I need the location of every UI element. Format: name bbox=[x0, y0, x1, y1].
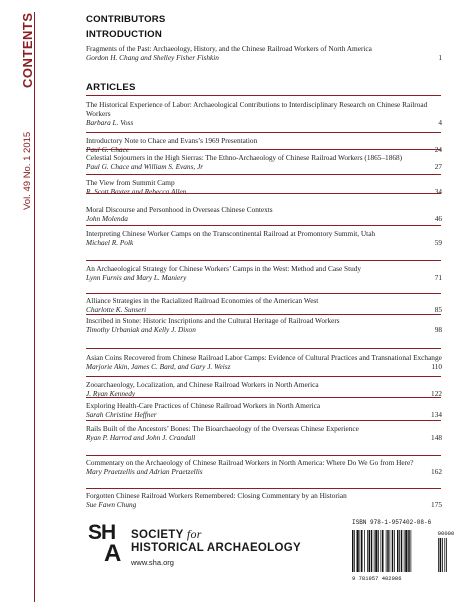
entry-divider bbox=[86, 95, 441, 96]
entry-divider bbox=[86, 225, 441, 226]
heading-introduction: INTRODUCTION bbox=[86, 29, 162, 40]
entry-authors: Michael R. Polk bbox=[86, 238, 134, 247]
article-entry[interactable] bbox=[86, 296, 446, 314]
entry-authors: Paul G. Chace and William S. Evans, Jr bbox=[86, 162, 204, 171]
entry-title: Rails Built of the Ancestors’ Bones: The Bioarchaeology of the Overseas Chinese Experience bbox=[86, 424, 359, 433]
entry-page: 98 bbox=[434, 325, 442, 334]
entry-title: The Historical Experience of Labor: Archaeological Contributions to Interdisciplinary Research on Chinese Railroad Workers bbox=[86, 100, 428, 118]
entry-title: Celestial Sojourners in the High Sierras: The Ethno-Archaeology of Chinese Railroad Workers (1865–1868) bbox=[86, 153, 403, 162]
entry-page: 46 bbox=[434, 214, 442, 223]
article-entry[interactable] bbox=[86, 100, 446, 127]
entry-divider bbox=[86, 314, 441, 315]
entry-divider bbox=[86, 348, 441, 349]
article-entry[interactable] bbox=[86, 401, 446, 419]
entry-page: 175 bbox=[431, 500, 442, 509]
entry-page: 4 bbox=[438, 118, 442, 127]
entry-authors: Marjorie Akin, James C. Bard, and Gary J. Weisz bbox=[86, 362, 231, 371]
entry-authors: Sarah Christine Heffner bbox=[86, 410, 157, 419]
barcode-image bbox=[350, 528, 455, 574]
entry-title: Interpreting Chinese Worker Camps on the Transcontinental Railroad at Promontory Summit, Utah bbox=[86, 229, 376, 238]
entry-page: 71 bbox=[434, 273, 442, 282]
barcode-digits: 9 781957 402086 bbox=[352, 575, 402, 582]
entry-title: Forgotten Chinese Railroad Workers Remembered: Closing Commentary by an Historian bbox=[86, 491, 347, 500]
entry-authors: J. Ryan Kennedy bbox=[86, 389, 136, 398]
article-entry[interactable] bbox=[86, 316, 446, 334]
article-entry[interactable] bbox=[86, 153, 446, 171]
entry-title: Asian Coins Recovered from Chinese Railroad Labor Camps: Evidence of Cultural Practices and Transnational Exchange bbox=[86, 353, 442, 362]
entry-title: Exploring Health-Care Practices of Chinese Railroad Workers in North America bbox=[86, 401, 321, 410]
entry-title: Inscribed in Stone: Historic Inscriptions and the Cultural Heritage of Railroad Workers bbox=[86, 316, 340, 325]
article-entry[interactable] bbox=[86, 136, 446, 154]
spine bbox=[0, 0, 73, 600]
entry-page: 162 bbox=[431, 467, 442, 476]
entry-divider bbox=[86, 149, 441, 150]
article-entry[interactable] bbox=[86, 205, 446, 223]
entry-page: 110 bbox=[431, 362, 442, 371]
entry-page: 59 bbox=[434, 238, 442, 247]
entry-page: 85 bbox=[434, 305, 442, 314]
publisher-website[interactable]: www.sha.org bbox=[131, 558, 174, 567]
intro-entry[interactable] bbox=[86, 44, 446, 62]
entry-page: 27 bbox=[434, 162, 442, 171]
heading-articles: ARTICLES bbox=[86, 82, 136, 93]
article-entry[interactable] bbox=[86, 458, 446, 476]
publisher-for: for bbox=[186, 527, 202, 541]
entry-divider bbox=[86, 397, 441, 398]
article-entry[interactable] bbox=[86, 424, 446, 442]
article-entry[interactable] bbox=[86, 380, 446, 398]
article-entry[interactable] bbox=[86, 353, 446, 371]
entry-authors: Timothy Urbaniak and Kelly J. Dixon bbox=[86, 325, 196, 334]
entry-divider bbox=[86, 132, 441, 133]
entry-divider bbox=[86, 174, 441, 175]
entry-authors: Ryan P. Harrod and John J. Crandall bbox=[86, 433, 196, 442]
entry-page: 148 bbox=[431, 433, 442, 442]
publisher-logo bbox=[88, 521, 128, 571]
entry-authors: Lynn Furnis and Mary L. Maniery bbox=[86, 273, 187, 282]
entry-divider bbox=[86, 193, 441, 194]
isbn-text bbox=[352, 519, 431, 526]
logo-letters-sh: SH bbox=[88, 521, 116, 544]
entry-title: Introductory Note to Chace and Evans’s 1969 Presentation bbox=[86, 136, 258, 145]
entry-authors: Sue Fawn Chung bbox=[86, 500, 137, 509]
publisher-society: SOCIETY bbox=[131, 529, 184, 541]
entry-page: 34 bbox=[434, 187, 442, 196]
entry-title: The View from Summit Camp bbox=[86, 178, 175, 187]
entry-divider bbox=[86, 488, 441, 489]
entry-page: 24 bbox=[434, 145, 442, 154]
entry-title: Alliance Strategies in the Racialized Railroad Economies of the American West bbox=[86, 296, 319, 305]
barcode-price-code: 90000 bbox=[437, 530, 455, 537]
entry-authors: Gordon H. Chang and Shelley Fisher Fishkin bbox=[86, 53, 219, 62]
entry-page: 1 bbox=[438, 53, 442, 62]
heading-contributors: CONTRIBUTORS bbox=[86, 14, 166, 25]
isbn-number: ISBN 978-1-957402-08-6 bbox=[352, 519, 432, 526]
spine-contents-label: CONTENTS bbox=[20, 12, 35, 88]
entry-divider bbox=[86, 260, 441, 261]
entry-title: An Archaeological Strategy for Chinese Workers’ Camps in the West: Method and Case Study bbox=[86, 264, 362, 273]
barcode-bars bbox=[352, 530, 447, 572]
logo-letter-a: A bbox=[104, 540, 122, 567]
entry-authors: Mary Praetzellis and Adrian Praetzellis bbox=[86, 467, 203, 476]
entry-page: 122 bbox=[431, 389, 442, 398]
entry-divider bbox=[86, 293, 441, 294]
entry-title: Moral Discourse and Personhood in Overseas Chinese Contexts bbox=[86, 205, 273, 214]
entry-divider bbox=[86, 420, 441, 421]
entry-title: Zooarchaeology, Localization, and Chinese Railroad Workers in North America bbox=[86, 380, 319, 389]
entry-authors: R. Scott Baxter and Rebecca Allen bbox=[86, 187, 187, 196]
spine-volume-line: Vol. 49 No. 1 2015 bbox=[22, 131, 33, 210]
article-entry[interactable] bbox=[86, 264, 446, 282]
entry-title: Fragments of the Past: Archaeology, History, and the Chinese Railroad Workers of North America bbox=[86, 44, 372, 53]
entry-authors: John Molenda bbox=[86, 214, 128, 223]
article-entry[interactable] bbox=[86, 229, 446, 247]
entry-divider bbox=[86, 376, 441, 377]
entry-authors: Barbara L. Voss bbox=[86, 118, 134, 127]
spine-rule bbox=[34, 12, 35, 602]
article-entry[interactable] bbox=[86, 491, 446, 509]
publisher-name-line2: HISTORICAL ARCHAEOLOGY bbox=[131, 542, 301, 554]
entry-divider bbox=[86, 455, 441, 456]
entry-authors: Paul G. Chace bbox=[86, 145, 130, 154]
entry-page: 134 bbox=[431, 410, 442, 419]
entry-title: Commentary on the Archaeology of Chinese Railroad Workers in North America: Where Do We Go from Here? bbox=[86, 458, 414, 467]
publisher-name-line1 bbox=[131, 527, 202, 542]
entry-authors: Charlotte K. Sunseri bbox=[86, 305, 147, 314]
